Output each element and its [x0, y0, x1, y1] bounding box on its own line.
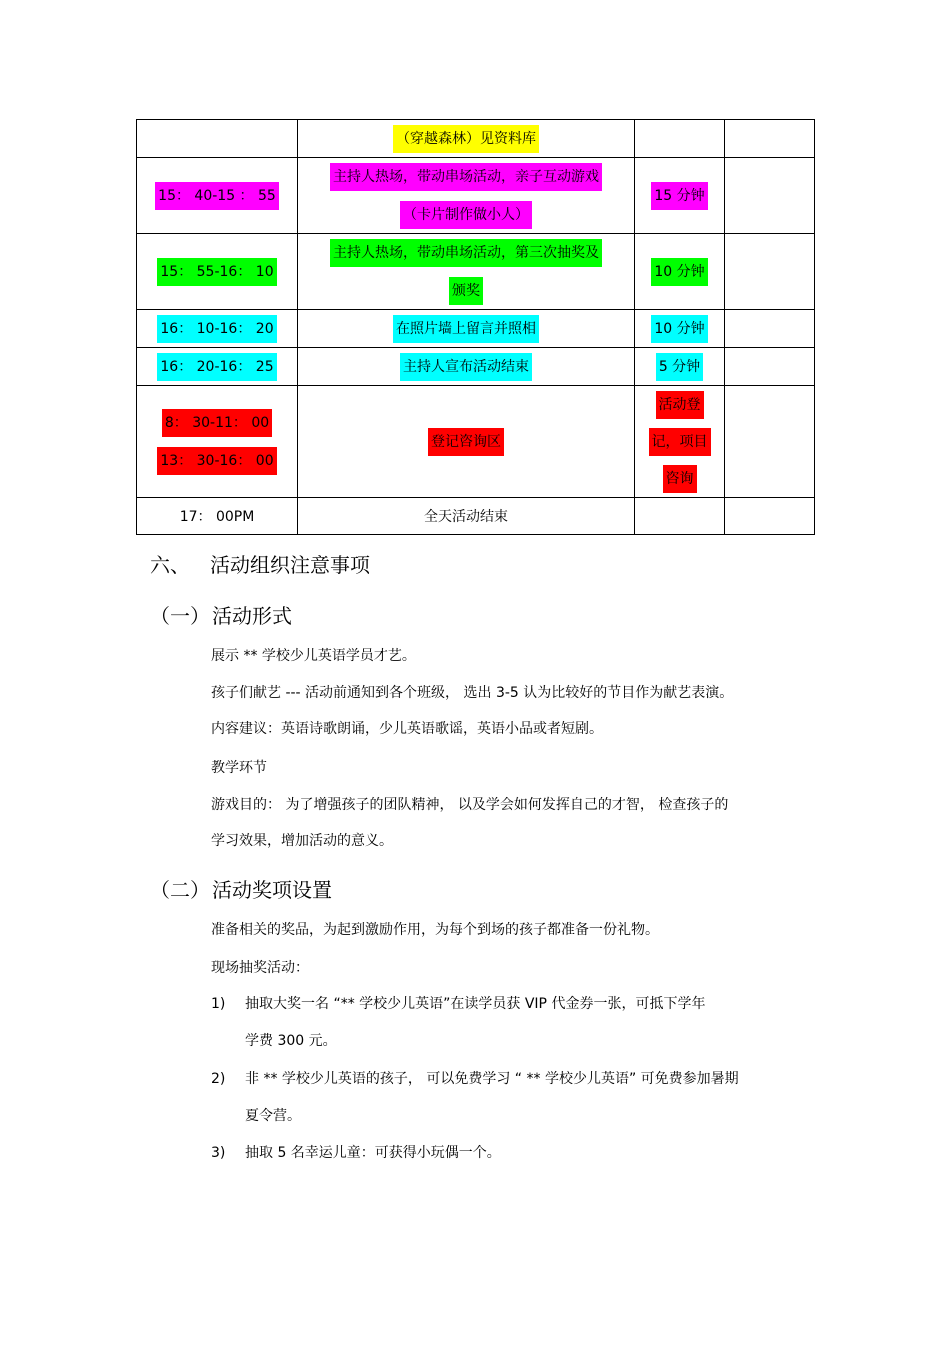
- activity-text: （卡片制作做小人）: [400, 201, 532, 229]
- time-cell: [137, 120, 298, 158]
- list-item: [211, 1068, 739, 1088]
- activity-text: （穿越森林）见资料库: [393, 125, 539, 153]
- list-item: [211, 993, 705, 1013]
- subsection-heading: [150, 600, 292, 629]
- subsection-number: （二）: [150, 878, 210, 902]
- list-item-continuation: 学费 300 元。: [245, 1033, 337, 1049]
- activity-cell: [298, 348, 635, 386]
- time-text: 15： 55-16： 10: [157, 258, 276, 286]
- activity-text: 主持人热场，带动串场活动，亲子互动游戏: [330, 163, 602, 191]
- time-cell: [137, 158, 298, 234]
- time-text: 13： 30-16： 00: [157, 447, 276, 475]
- activity-cell: [298, 120, 635, 158]
- note-cell: [725, 310, 815, 348]
- activity-text: 主持人宣布活动结束: [400, 353, 532, 381]
- note-cell: [725, 158, 815, 234]
- activity-cell: 全天活动结束: [298, 498, 635, 535]
- section-number: 六、: [150, 553, 190, 577]
- note-cell: [725, 498, 815, 535]
- time-text: 8： 30-11： 00: [162, 409, 272, 437]
- duration-text: 活动登: [656, 391, 704, 419]
- paragraph: 现场抽奖活动：: [211, 960, 309, 976]
- list-number: 1): [211, 996, 226, 1012]
- list-item: [211, 1142, 501, 1162]
- duration-text: 5 分钟: [656, 353, 703, 381]
- table-row: [137, 386, 815, 498]
- list-text: 非 ** 学校少儿英语的孩子， 可以免费学习 “ ** 学校少儿英语” 可免费参加暑期: [245, 1071, 739, 1087]
- duration-text: 15 分钟: [651, 182, 707, 210]
- table-row: [137, 120, 815, 158]
- activity-cell: [298, 386, 635, 498]
- section-heading: [150, 549, 370, 578]
- activity-text: 颁奖: [449, 277, 483, 305]
- paragraph: 内容建议：英语诗歌朗诵，少儿英语歌谣，英语小品或者短剧。: [211, 721, 603, 737]
- activity-text: 在照片墙上留言并照相: [393, 315, 539, 343]
- paragraph: 学习效果，增加活动的意义。: [211, 833, 393, 849]
- time-cell: [137, 234, 298, 310]
- time-text: 15： 40-15 ： 55: [155, 182, 279, 210]
- note-cell: [725, 386, 815, 498]
- duration-text: 10 分钟: [651, 258, 707, 286]
- duration-cell: [635, 120, 725, 158]
- activity-text: 登记咨询区: [428, 428, 504, 456]
- time-text: 16： 10-16： 20: [157, 315, 276, 343]
- list-text: 抽取 5 名幸运儿童：可获得小玩偶一个。: [245, 1145, 501, 1161]
- time-text: 16： 20-16： 25: [157, 353, 276, 381]
- activity-cell: [298, 234, 635, 310]
- list-item-continuation: 夏令营。: [245, 1108, 301, 1124]
- table-row: [137, 158, 815, 234]
- subsection-title: 活动形式: [212, 604, 292, 628]
- duration-cell: [635, 158, 725, 234]
- duration-cell: [635, 234, 725, 310]
- list-text: 抽取大奖一名 “** 学校少儿英语”在读学员获 VIP 代金券一张，可抵下学年: [245, 996, 706, 1012]
- activity-cell: [298, 158, 635, 234]
- paragraph: 孩子们献艺 --- 活动前通知到各个班级， 选出 3-5 认为比较好的节目作为献艺表演。: [211, 685, 734, 701]
- note-cell: [725, 348, 815, 386]
- note-cell: [725, 120, 815, 158]
- section-title: 活动组织注意事项: [210, 553, 370, 577]
- time-cell: [137, 310, 298, 348]
- duration-cell: [635, 386, 725, 498]
- paragraph: 教学环节: [211, 760, 267, 776]
- table-row: [137, 234, 815, 310]
- list-number: 2): [211, 1071, 226, 1087]
- schedule-table: [136, 119, 815, 535]
- duration-text: 10 分钟: [651, 315, 707, 343]
- table-row: [137, 498, 815, 535]
- time-cell: [137, 386, 298, 498]
- list-number: 3): [211, 1145, 226, 1161]
- paragraph: 游戏目的： 为了增强孩子的团队精神， 以及学会如何发挥自己的才智， 检查孩子的: [211, 797, 729, 813]
- table-row: [137, 310, 815, 348]
- paragraph: 展示 ** 学校少儿英语学员才艺。: [211, 648, 416, 664]
- paragraph: 准备相关的奖品，为起到激励作用，为每个到场的孩子都准备一份礼物。: [211, 922, 659, 938]
- duration-cell: [635, 348, 725, 386]
- subsection-title: 活动奖项设置: [212, 878, 332, 902]
- subsection-number: （一）: [150, 604, 210, 628]
- time-cell: [137, 348, 298, 386]
- duration-cell: [635, 498, 725, 535]
- duration-cell: [635, 310, 725, 348]
- table-row: [137, 348, 815, 386]
- time-cell: 17： 00PM: [137, 498, 298, 535]
- activity-cell: [298, 310, 635, 348]
- duration-text: 咨询: [663, 465, 697, 493]
- note-cell: [725, 234, 815, 310]
- activity-text: 主持人热场，带动串场活动，第三次抽奖及: [330, 239, 602, 267]
- subsection-heading: [150, 874, 332, 903]
- duration-text: 记，项目: [649, 428, 711, 456]
